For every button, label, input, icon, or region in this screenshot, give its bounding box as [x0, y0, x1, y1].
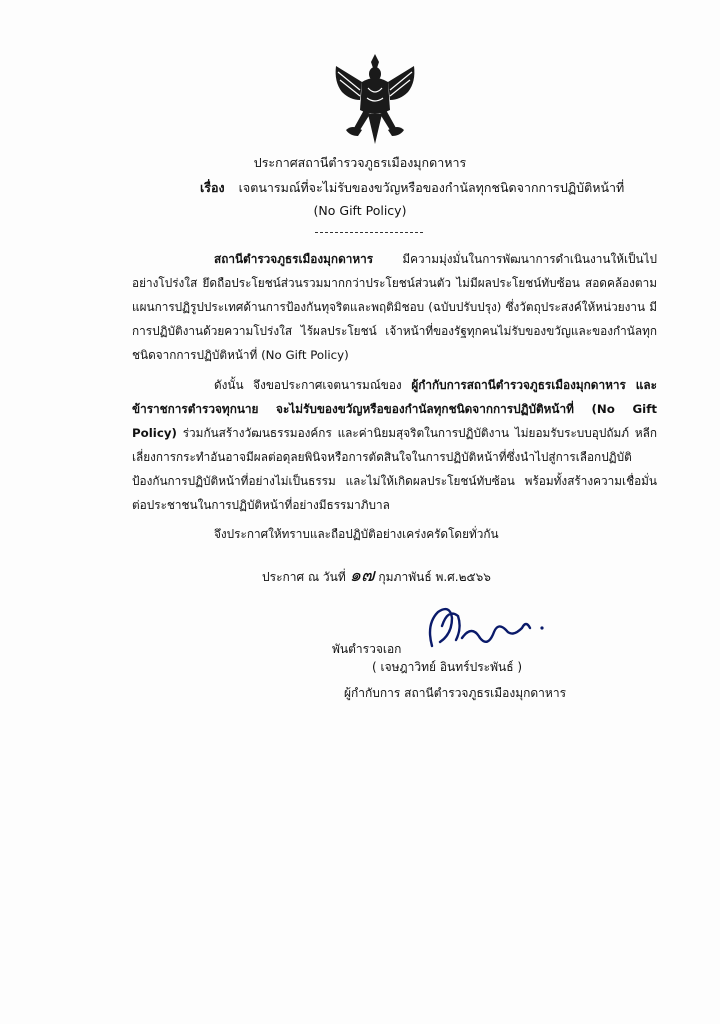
signer-name: ( เจษฎาวิทย์ อินทร์ประพันธ์ ) — [372, 660, 523, 674]
subject-label: เรื่อง — [200, 180, 225, 195]
garuda-emblem-icon — [332, 52, 418, 148]
signer-rank: พันตำรวจเอก — [332, 642, 402, 656]
date-line — [262, 560, 491, 589]
paragraph-2-text: ร่วมกันสร้างวัฒนธรรมองค์กร และค่านิยมสุจริตในการปฏิบัติงาน ไม่ยอมรับระบบอุปถัมภ์ หลีกเลี่ยงการกระทำอันอาจมีผลต่อดุลยพินิจหรือการตัดสินใจในการปฏิบัติหน้าที่ซึ่งนำไปสู่การเลือกปฏิบัติ ป้องกันการปฏิบัติหน้าที่อย่างไม่เป็นธรรม และไม่ให้เกิดผลประโยชน์ทับซ้อน พร้อมทั้งสร้างความเชื่อมั่นต่อประชาชนในการปฏิบัติหน้าที่อย่างมีธรรมาภิบาล — [132, 426, 657, 512]
paragraph-3: จึงประกาศให้ทราบและถือปฏิบัติอย่างเคร่งครัดโดยทั่วกัน — [214, 527, 499, 541]
announcement-title: ประกาศสถานีตำรวจภูธรเมืองมุกดาหาร — [253, 155, 467, 170]
subject-line — [200, 178, 624, 198]
date-prefix: ประกาศ ณ วันที่ — [262, 570, 346, 584]
subject-text: เจตนารมณ์ที่จะไม่รับของขวัญหรือของกำนัลทุกชนิดจากการปฏิบัติหน้าที่ — [238, 180, 625, 195]
policy-subtitle: (No Gift Policy) — [313, 203, 407, 218]
paragraph-2-bold: ผู้กำกับการสถานีตำรวจภูธรเมืองมุกดาหาร และข้าราชการตำรวจทุกนาย จะไม่รับของขวัญหรือของกำนัลทุกชนิดจากการปฏิบัติหน้าที่ (No Gift Policy) — [132, 378, 657, 440]
signer-position: ผู้กำกับการ สถานีตำรวจภูธรเมืองมุกดาหาร — [344, 686, 567, 700]
date-month-year: กุมภาพันธ์ พ.ศ.๒๕๖๖ — [378, 570, 491, 584]
paragraph-1-text: มีความมุ่งมั่นในการพัฒนาการดำเนินงานให้เป็นไปอย่างโปร่งใส ยึดถือประโยชน์ส่วนรวมมากกว่าประโยชน์ส่วนตัว ไม่มีผลประโยชน์ทับซ้อน สอดคล้องตามแผนการปฏิรูปประเทศด้านการป้องกันทุจริตและพฤติมิชอบ (ฉบับปรับปรุง) ซึ่งวัตถุประสงค์ให้หน่วยงาน มีการปฏิบัติงานด้วยความโปร่งใส ไร้ผลประโยชน์ เจ้าหน้าที่ของรัฐทุกคนไม่รับของขวัญและของกำนัลทุกชนิดจากการปฏิบัติหน้าที่ (No Gift Policy) — [132, 252, 657, 362]
separator-line — [315, 232, 423, 233]
paragraph-2-lead: ดังนั้น จึงขอประกาศเจตนารมณ์ของ — [214, 378, 412, 392]
date-day: ๑๗ — [349, 565, 375, 586]
paragraph-1 — [132, 247, 657, 367]
station-name-bold: สถานีตำรวจภูธรเมืองมุกดาหาร — [214, 252, 374, 266]
handwritten-signature — [418, 598, 548, 654]
paragraph-2 — [132, 373, 657, 517]
